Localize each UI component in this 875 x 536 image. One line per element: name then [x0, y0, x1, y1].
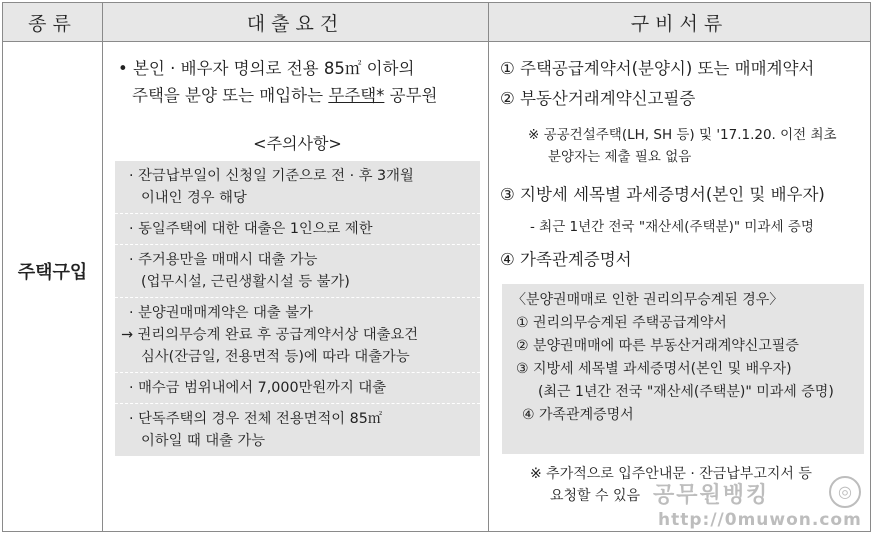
note-line: 분양자는 제출 필요 없음 [548, 149, 692, 165]
note-line: ※ 추가적으로 입주안내문 · 잔금납부고지서 등 [530, 466, 812, 482]
header-conditions [103, 3, 488, 41]
watermark-logo-text: 공무원뱅킹 [653, 483, 770, 508]
notice-item [115, 245, 480, 298]
transfer-case-box [502, 284, 864, 454]
transfer-case-item: ④ 가족관계증명서 [522, 407, 634, 423]
document-note [490, 124, 875, 168]
document-item: ② 부동산거래계약신고필증 [500, 89, 696, 108]
notice-text: · 동일주택에 대한 대출은 1인으로 제한 [129, 221, 373, 237]
note-line: ※ 공공건설주택(LH, SH 등) 및 '17.1.20. 이전 최초 [528, 127, 837, 143]
condition-main-line2 [118, 82, 505, 109]
header-conditions-label: 대출요건 [246, 12, 345, 35]
row-label-house-purchase: 주택구입 [17, 262, 88, 283]
loan-requirements-table [2, 2, 871, 532]
condition-main [104, 55, 505, 109]
notice-text: → 권리의무승계 완료 후 공급계약서상 대출요건 [121, 327, 419, 343]
watermark-emblem-icon: ◎ [829, 476, 861, 508]
notice-item [115, 373, 480, 404]
watermark-url: http://0muwon.com [658, 510, 862, 530]
header-documents-label: 구비서류 [630, 12, 729, 35]
documents-list [490, 55, 875, 112]
header-divider [3, 41, 870, 42]
note-line: 요청할 수 있음 [550, 488, 641, 504]
notice-item [115, 214, 480, 245]
transfer-case-item: ② 분양권매매에 따른 부동산거래계약신고필증 [516, 338, 799, 354]
header-documents [489, 3, 870, 41]
notice-text: · 주거용만을 매매시 대출 가능 [129, 252, 318, 268]
document-note: - 최근 1년간 전국 "재산세(주택분)" 미과세 증명 [530, 219, 814, 235]
condition-main-line1: • 본인 · 배우자 명의로 전용 85㎡ 이하의 [118, 59, 415, 78]
notice-text: · 분양권매매계약은 대출 불가 [129, 305, 313, 321]
document-item: ① 주택공급계약서(분양시) 또는 매매계약서 [500, 59, 815, 78]
notice-item [115, 404, 480, 456]
notice-item [115, 298, 480, 373]
document-item: ④ 가족관계증명서 [500, 250, 632, 269]
notice-title: <주의사항> [253, 134, 342, 153]
notice-text: · 단독주택의 경우 전체 전용면적이 85㎡ [129, 411, 383, 427]
notice-item [115, 161, 480, 214]
notice-text: (업무시설, 근린생활시설 등 불가) [141, 274, 350, 290]
notice-box [115, 161, 480, 456]
no-house-term: 무주택* [328, 86, 385, 105]
transfer-case-item: ③ 지방세 세목별 과세증명서(본인 및 배우자) [516, 361, 792, 377]
condition-line2-suffix: 공무원 [384, 86, 438, 105]
header-type-label: 종류 [28, 12, 77, 35]
notice-text: 이내인 경우 해당 [141, 190, 247, 206]
notice-text: 심사(잔금일, 전용면적 등)에 따라 대출가능 [141, 349, 410, 365]
column-divider-1 [102, 3, 103, 531]
header-type [3, 3, 102, 41]
document-item: ③ 지방세 세목별 과세증명서(본인 및 배우자) [500, 185, 825, 204]
notice-text: 이하일 때 대출 가능 [141, 433, 266, 449]
transfer-case-title: 〈분양권매매로 인한 권리의무승계된 경우〉 [512, 292, 784, 308]
notice-text: · 매수금 범위내에서 7,000만원까지 대출 [129, 380, 387, 396]
transfer-case-item: ① 권리의무승계된 주택공급계약서 [516, 315, 727, 331]
condition-line2-text: 주택을 분양 또는 매입하는 [132, 86, 329, 105]
transfer-case-item: (최근 1년간 전국 "재산세(주택분)" 미과세 증명) [538, 384, 834, 400]
notice-text: · 잔금납부일이 신청일 기준으로 전 · 후 3개월 [129, 168, 414, 184]
